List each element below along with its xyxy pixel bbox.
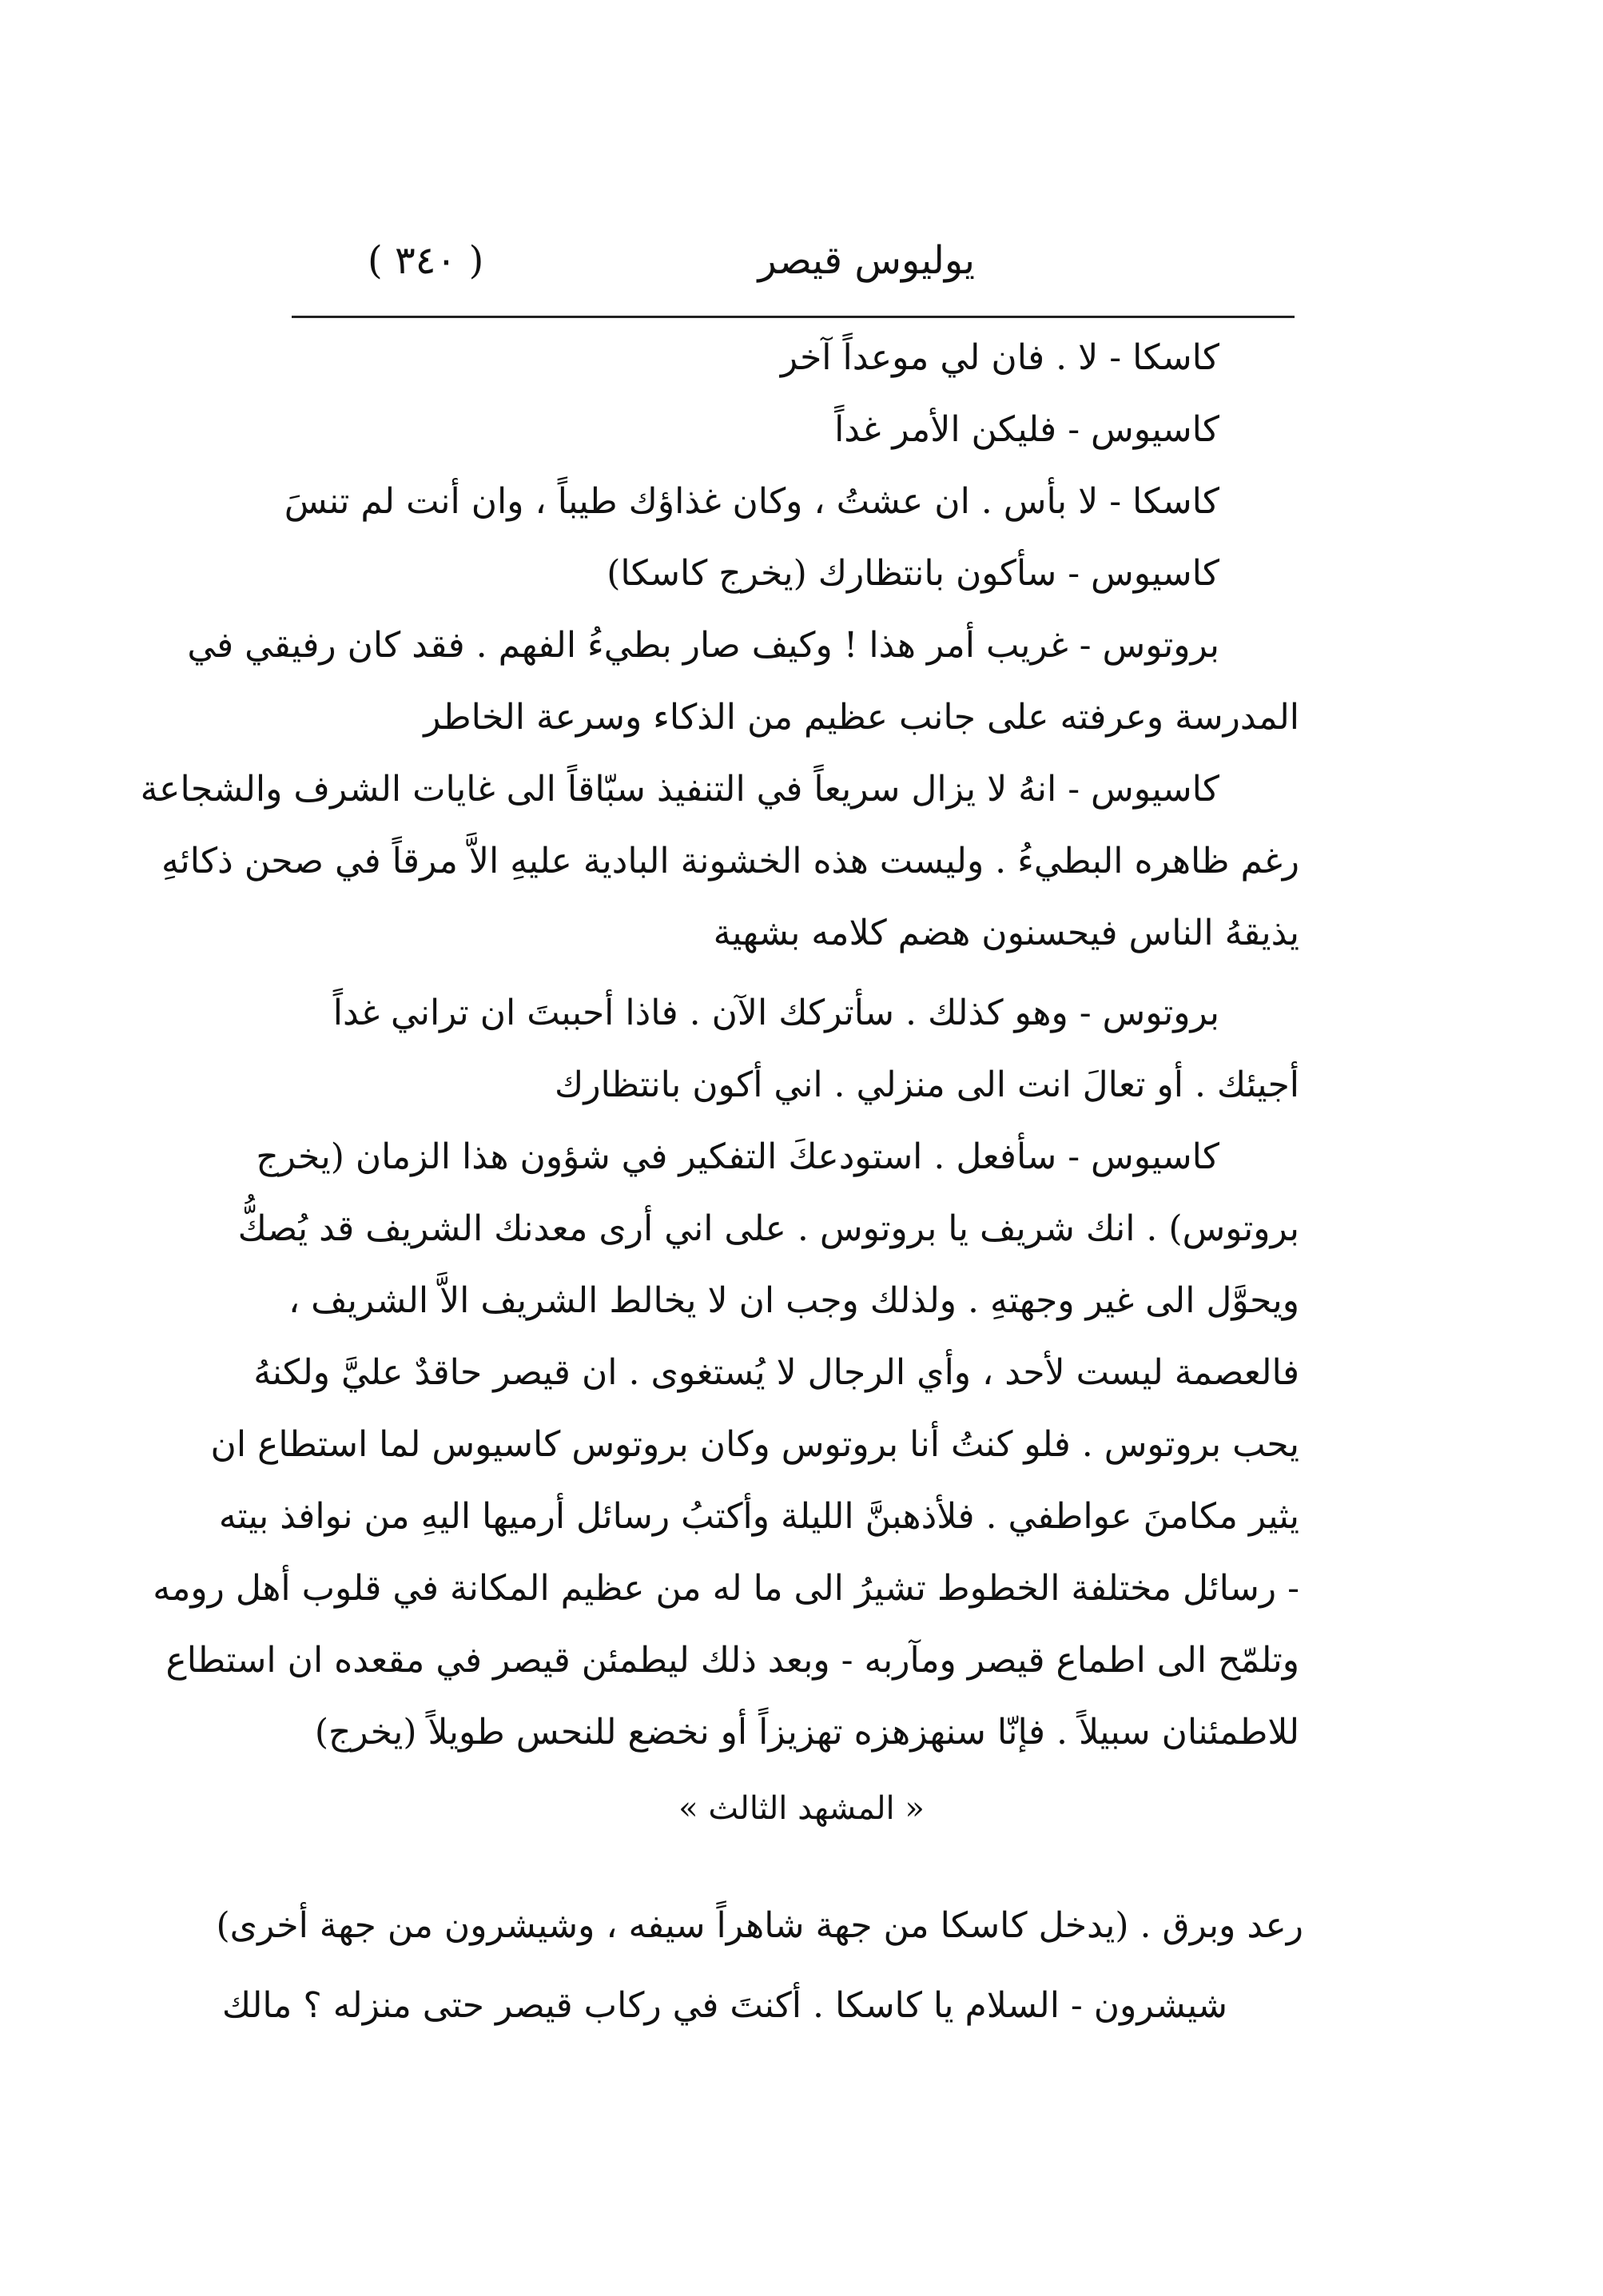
text-line: رغم ظاهره البطيءُ . وليست هذه الخشونة البادية عليهِ الاَّ مرقاً في صحن ذكائهِ bbox=[161, 841, 1299, 881]
text-line: كاسكا - لا بأس . ان عشتُ ، وكان غذاؤك طيباً ، وان أنت لم تنسَ bbox=[284, 481, 1219, 522]
text-line: - رسائل مختلفة الخطوط تشيرُ الى ما له من عظيم المكانة في قلوب أهل رومه bbox=[153, 1568, 1299, 1609]
text-line: يحب بروتوس . فلو كنتُ أنا بروتوس وكان بروتوس كاسيوس لما استطاع ان bbox=[210, 1424, 1299, 1465]
page-number: ( ٣٤٠ ) bbox=[368, 238, 484, 283]
text-line: المدرسة وعرفته على جانب عظيم من الذكاء وسرعة الخاطر bbox=[424, 697, 1299, 738]
text-line: بروتوس - وهو كذلك . سأتركك الآن . فاذا أحببتَ ان تراني غداً bbox=[332, 993, 1219, 1033]
text-line: كاسكا - لا . فان لي موعداً آخر bbox=[780, 337, 1219, 378]
text-line: أجيئك . أو تعالَ انت الى منزلي . اني أكون بانتظارك bbox=[555, 1064, 1299, 1105]
scene-heading: « المشهد الثالث » bbox=[678, 1790, 925, 1827]
text-line: فالعصمة ليست لأحد ، وأي الرجال لا يُستغوى . ان قيصر حاقدٌ عليَّ ولكنهُ bbox=[253, 1352, 1299, 1393]
text-line: يثير مكامنَ عواطفي . فلأذهبنَّ الليلة وأكتبُ رسائل أرميها اليهِ من نوافذ بيته bbox=[218, 1496, 1299, 1537]
text-line: بروتوس) . انك شريف يا بروتوس . على اني أرى معدنك الشريف قد يُصكُّ bbox=[237, 1208, 1299, 1249]
running-title: يوليوس قيصر bbox=[758, 238, 975, 283]
text-line: كاسيوس - سأفعل . استودعكَ التفكير في شؤون هذا الزمان (يخرج bbox=[256, 1136, 1219, 1177]
text-line: وتلمّح الى اطماع قيصر ومآربه - وبعد ذلك ليطمئن قيصر في مقعده ان استطاع bbox=[165, 1640, 1299, 1681]
text-line: بروتوس - غريب أمر هذا ! وكيف صار بطيءُ الفهم . فقد كان رفيقي في bbox=[187, 625, 1219, 666]
text-line: يذيقهُ الناس فيحسنون هضم كلامه بشهية bbox=[713, 913, 1299, 953]
text-line: كاسيوس - فليكن الأمر غداً bbox=[834, 409, 1219, 450]
text-line: للاطمئنان سبيلاً . فإنّا سنهزهزه تهزيزاً أو نخضع للنحس طويلاً (يخرج) bbox=[314, 1712, 1299, 1753]
text-line: كاسيوس - سأكون بانتظارك (يخرج كاسكا) bbox=[607, 553, 1219, 594]
header-rule bbox=[292, 316, 1295, 318]
page-header bbox=[288, 238, 1295, 302]
text-line: شيشرون - السلام يا كاسكا . أكنتَ في ركاب قيصر حتى منزله ؟ مالك bbox=[221, 1985, 1227, 2026]
text-line: رعد وبرق . (يدخل كاسكا من جهة شاهراً سيفه ، وشيشرون من جهة أخرى) bbox=[216, 1905, 1303, 1946]
text-line: ويحوَّل الى غير وجهتهِ . ولذلك وجب ان لا يخالط الشريف الاَّ الشريف ، bbox=[288, 1280, 1299, 1321]
text-line: كاسيوس - انهُ لا يزال سريعاً في التنفيذ سبّاقاً الى غايات الشرف والشجاعة bbox=[140, 769, 1219, 810]
